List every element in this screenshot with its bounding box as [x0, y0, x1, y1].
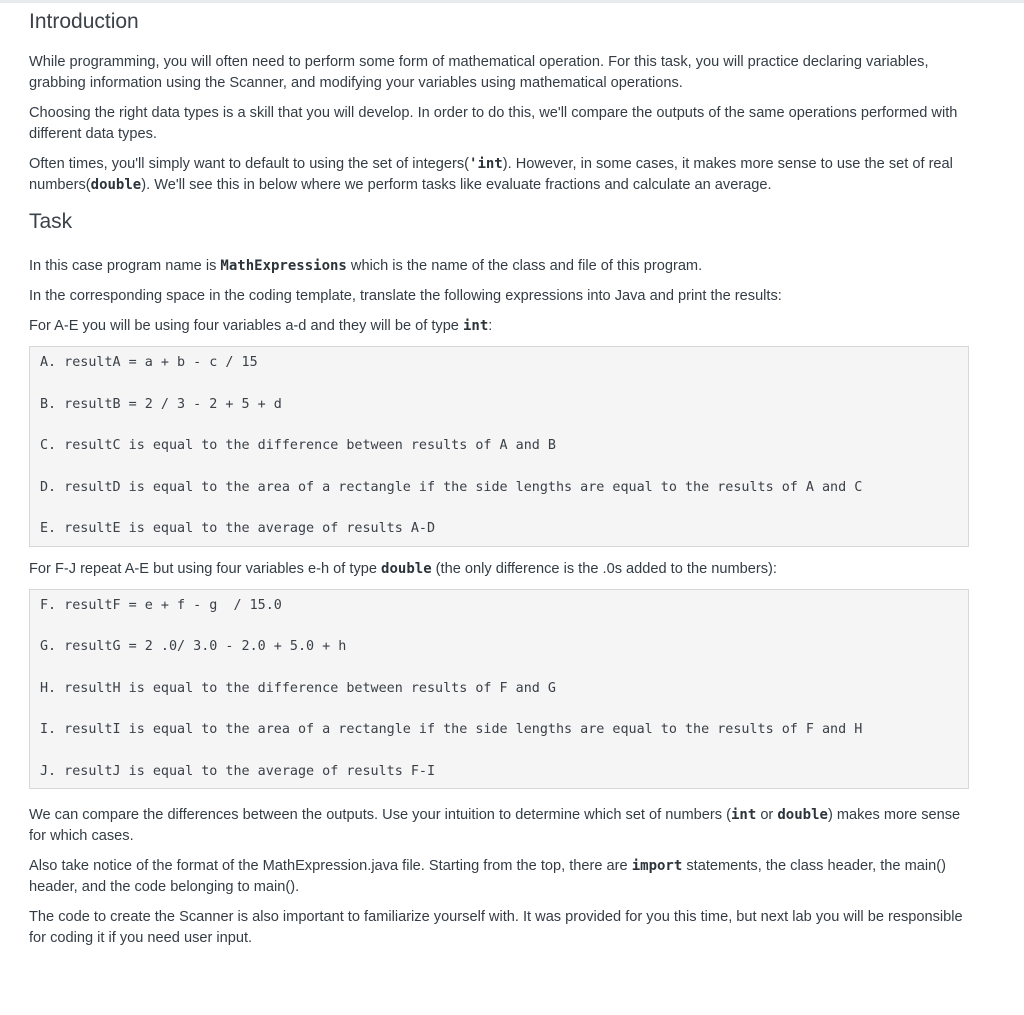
expression-d: D. resultD is equal to the area of a rectangle if the side lengths are equal to the results of A and C: [40, 479, 863, 495]
text-segment: For A-E you will be using four variables a-d and they will be of type: [29, 318, 463, 334]
text-segment: which is the name of the class and file of this program.: [346, 258, 703, 274]
text-segment: (the only difference is the .0s added to the numbers):: [431, 560, 777, 577]
text-segment: ). However, in some cases, it makes more sense to use the set of real numbers(: [29, 156, 953, 193]
intro-paragraph-1: While programming, you will often need to perform some form of mathematical operation. For this task, you will practice declaring variables, grabbing information using the Scanner, and modifying your variables using mathematical operations.: [29, 54, 929, 91]
code-block-double: [29, 589, 969, 790]
expression-a: A. resultA = a + b - c / 15: [40, 355, 258, 370]
expression-i: I. resultI is equal to the area of a rectangle if the side lengths are equal to the results of F and H: [40, 722, 863, 737]
text-segment: statements, the class header, the main() header, and the code belonging to main().: [29, 858, 946, 895]
lab-content: [29, 8, 974, 949]
task-paragraph-2: In the corresponding space in the coding template, translate the following expressions into Java and print the results:: [29, 288, 782, 304]
inline-code: int: [730, 807, 757, 823]
expression-j: J. resultJ is equal to the average of results F-I: [40, 763, 436, 779]
inline-code: double: [777, 807, 828, 823]
task-paragraph-7: The code to create the Scanner is also important to familiarize yourself with. It was provided for you this time, but next lab you will be responsible for coding it if you need user input.: [29, 909, 963, 946]
inline-code: double: [381, 560, 432, 577]
code-block-int: [29, 346, 969, 547]
task-paragraph-3: [29, 316, 974, 337]
text-segment: In this case program name is: [29, 258, 221, 274]
task-paragraph-4: [29, 559, 974, 580]
task-paragraph-5: [29, 805, 974, 847]
expression-h: H. resultH is equal to the difference between results of F and G: [40, 680, 556, 696]
text-segment: Often times, you'll simply want to default to using the set of integers(: [29, 156, 470, 172]
inline-code: 'int: [469, 156, 503, 172]
text-segment: ) makes more sense for which cases.: [29, 807, 961, 844]
text-segment: ). We'll see this in below where we perform tasks like evaluate fractions and calculate an average.: [141, 177, 772, 193]
inline-code: MathExpressions: [220, 258, 347, 274]
task-heading: Task: [29, 210, 73, 233]
expression-e: E. resultE is equal to the average of results A-D: [40, 521, 436, 536]
expression-f: F. resultF = e + f - g / 15.0: [40, 597, 282, 613]
inline-code: int: [462, 318, 489, 334]
inline-code: import: [631, 858, 683, 874]
text-segment: or: [756, 807, 778, 823]
task-paragraph-1: [29, 256, 974, 277]
top-divider: [0, 0, 1024, 3]
intro-paragraph-2: Choosing the right data types is a skill that you will develop. In order to do this, we'll compare the outputs of the same operations performed with different data types.: [29, 105, 958, 142]
expression-b: B. resultB = 2 / 3 - 2 + 5 + d: [40, 396, 282, 412]
text-segment: :: [488, 318, 493, 334]
intro-paragraph-3: [29, 154, 974, 196]
inline-code: double: [90, 177, 142, 193]
text-segment: Also take notice of the format of the MathExpression.java file. Starting from the top, there are: [29, 858, 632, 874]
task-paragraph-6: [29, 856, 974, 898]
introduction-heading: Introduction: [29, 10, 139, 33]
text-segment: For F-J repeat A-E but using four variables e-h of type: [29, 560, 382, 577]
text-segment: We can compare the differences between the outputs. Use your intuition to determine which set of numbers (: [29, 807, 731, 823]
expression-g: G. resultG = 2 .0/ 3.0 - 2.0 + 5.0 + h: [40, 639, 347, 654]
expression-c: C. resultC is equal to the difference between results of A and B: [40, 438, 556, 453]
